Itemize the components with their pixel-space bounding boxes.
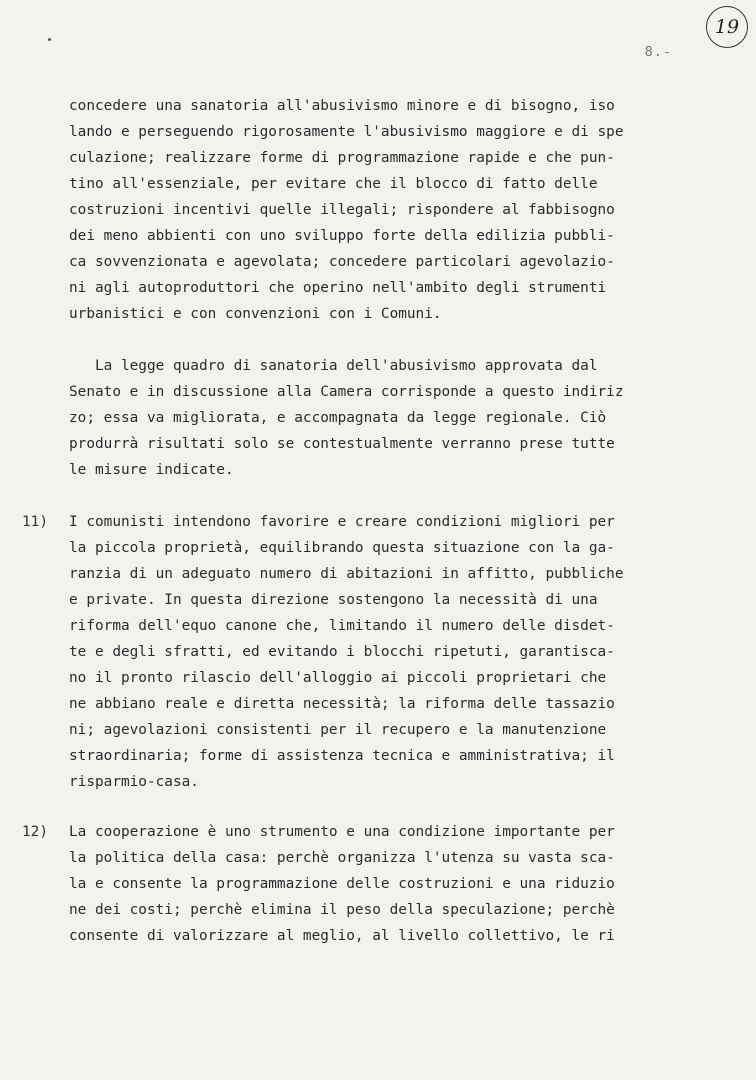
text-line: La cooperazione è uno strumento e una condizione importante per xyxy=(69,824,615,840)
text-line: ranzia di un adeguato numero di abitazioni in affitto, pubbliche xyxy=(69,566,624,582)
text-line: risparmio-casa. xyxy=(69,774,199,790)
text-line: consente di valorizzare al meglio, al livello collettivo, le ri xyxy=(69,928,615,944)
text-line: lando e perseguendo rigorosamente l'abusivismo maggiore e di spe xyxy=(69,124,624,140)
text-line: produrrà risultati solo se contestualmente verranno prese tutte xyxy=(69,436,615,452)
text-line: costruzioni incentivi quelle illegali; rispondere al fabbisogno xyxy=(69,202,615,218)
text-line: tino all'essenziale, per evitare che il blocco di fatto delle xyxy=(69,176,598,192)
text-line: I comunisti intendono favorire e creare condizioni migliori per xyxy=(69,514,615,530)
text-line: e private. In questa direzione sostengono la necessità di una xyxy=(69,592,598,608)
page-number: 8.- xyxy=(644,44,672,60)
text-line: straordinaria; forme di assistenza tecnica e amministrativa; il xyxy=(69,748,615,764)
text-line: ne abbiano reale e diretta necessità; la riforma delle tassazio xyxy=(69,696,615,712)
archive-page-stamp: 19 xyxy=(706,6,748,48)
text-line: urbanistici e con convenzioni con i Comuni. xyxy=(69,306,442,322)
text-line: culazione; realizzare forme di programmazione rapide e che pun- xyxy=(69,150,615,166)
text-line: concedere una sanatoria all'abusivismo minore e di bisogno, iso xyxy=(69,98,615,114)
scan-speck xyxy=(48,38,51,41)
item-number: 11) xyxy=(22,514,48,530)
text-line: riforma dell'equo canone che, limitando il numero delle disdet- xyxy=(69,618,615,634)
text-line: ne dei costi; perchè elimina il peso della speculazione; perchè xyxy=(69,902,615,918)
item-number: 12) xyxy=(22,824,48,840)
text-line: la politica della casa: perchè organizza l'utenza su vasta sca- xyxy=(69,850,615,866)
text-line: no il pronto rilascio dell'alloggio ai piccoli proprietari che xyxy=(69,670,607,686)
text-line: ni agli autoproduttori che operino nell'ambito degli strumenti xyxy=(69,280,607,296)
text-line: La legge quadro di sanatoria dell'abusivismo approvata dal xyxy=(69,358,598,374)
text-line: la piccola proprietà, equilibrando questa situazione con la ga- xyxy=(69,540,615,556)
text-line: Senato e in discussione alla Camera corrisponde a questo indiriz xyxy=(69,384,624,400)
text-line: ni; agevolazioni consistenti per il recupero e la manutenzione xyxy=(69,722,607,738)
text-line: zo; essa va migliorata, e accompagnata da legge regionale. Ciò xyxy=(69,410,607,426)
text-line: le misure indicate. xyxy=(69,462,234,478)
text-line: la e consente la programmazione delle costruzioni e una riduzio xyxy=(69,876,615,892)
text-line: ca sovvenzionata e agevolata; concedere particolari agevolazio- xyxy=(69,254,615,270)
text-line: te e degli sfratti, ed evitando i blocchi ripetuti, garantisca- xyxy=(69,644,615,660)
text-line: dei meno abbienti con uno sviluppo forte della edilizia pubbli- xyxy=(69,228,615,244)
